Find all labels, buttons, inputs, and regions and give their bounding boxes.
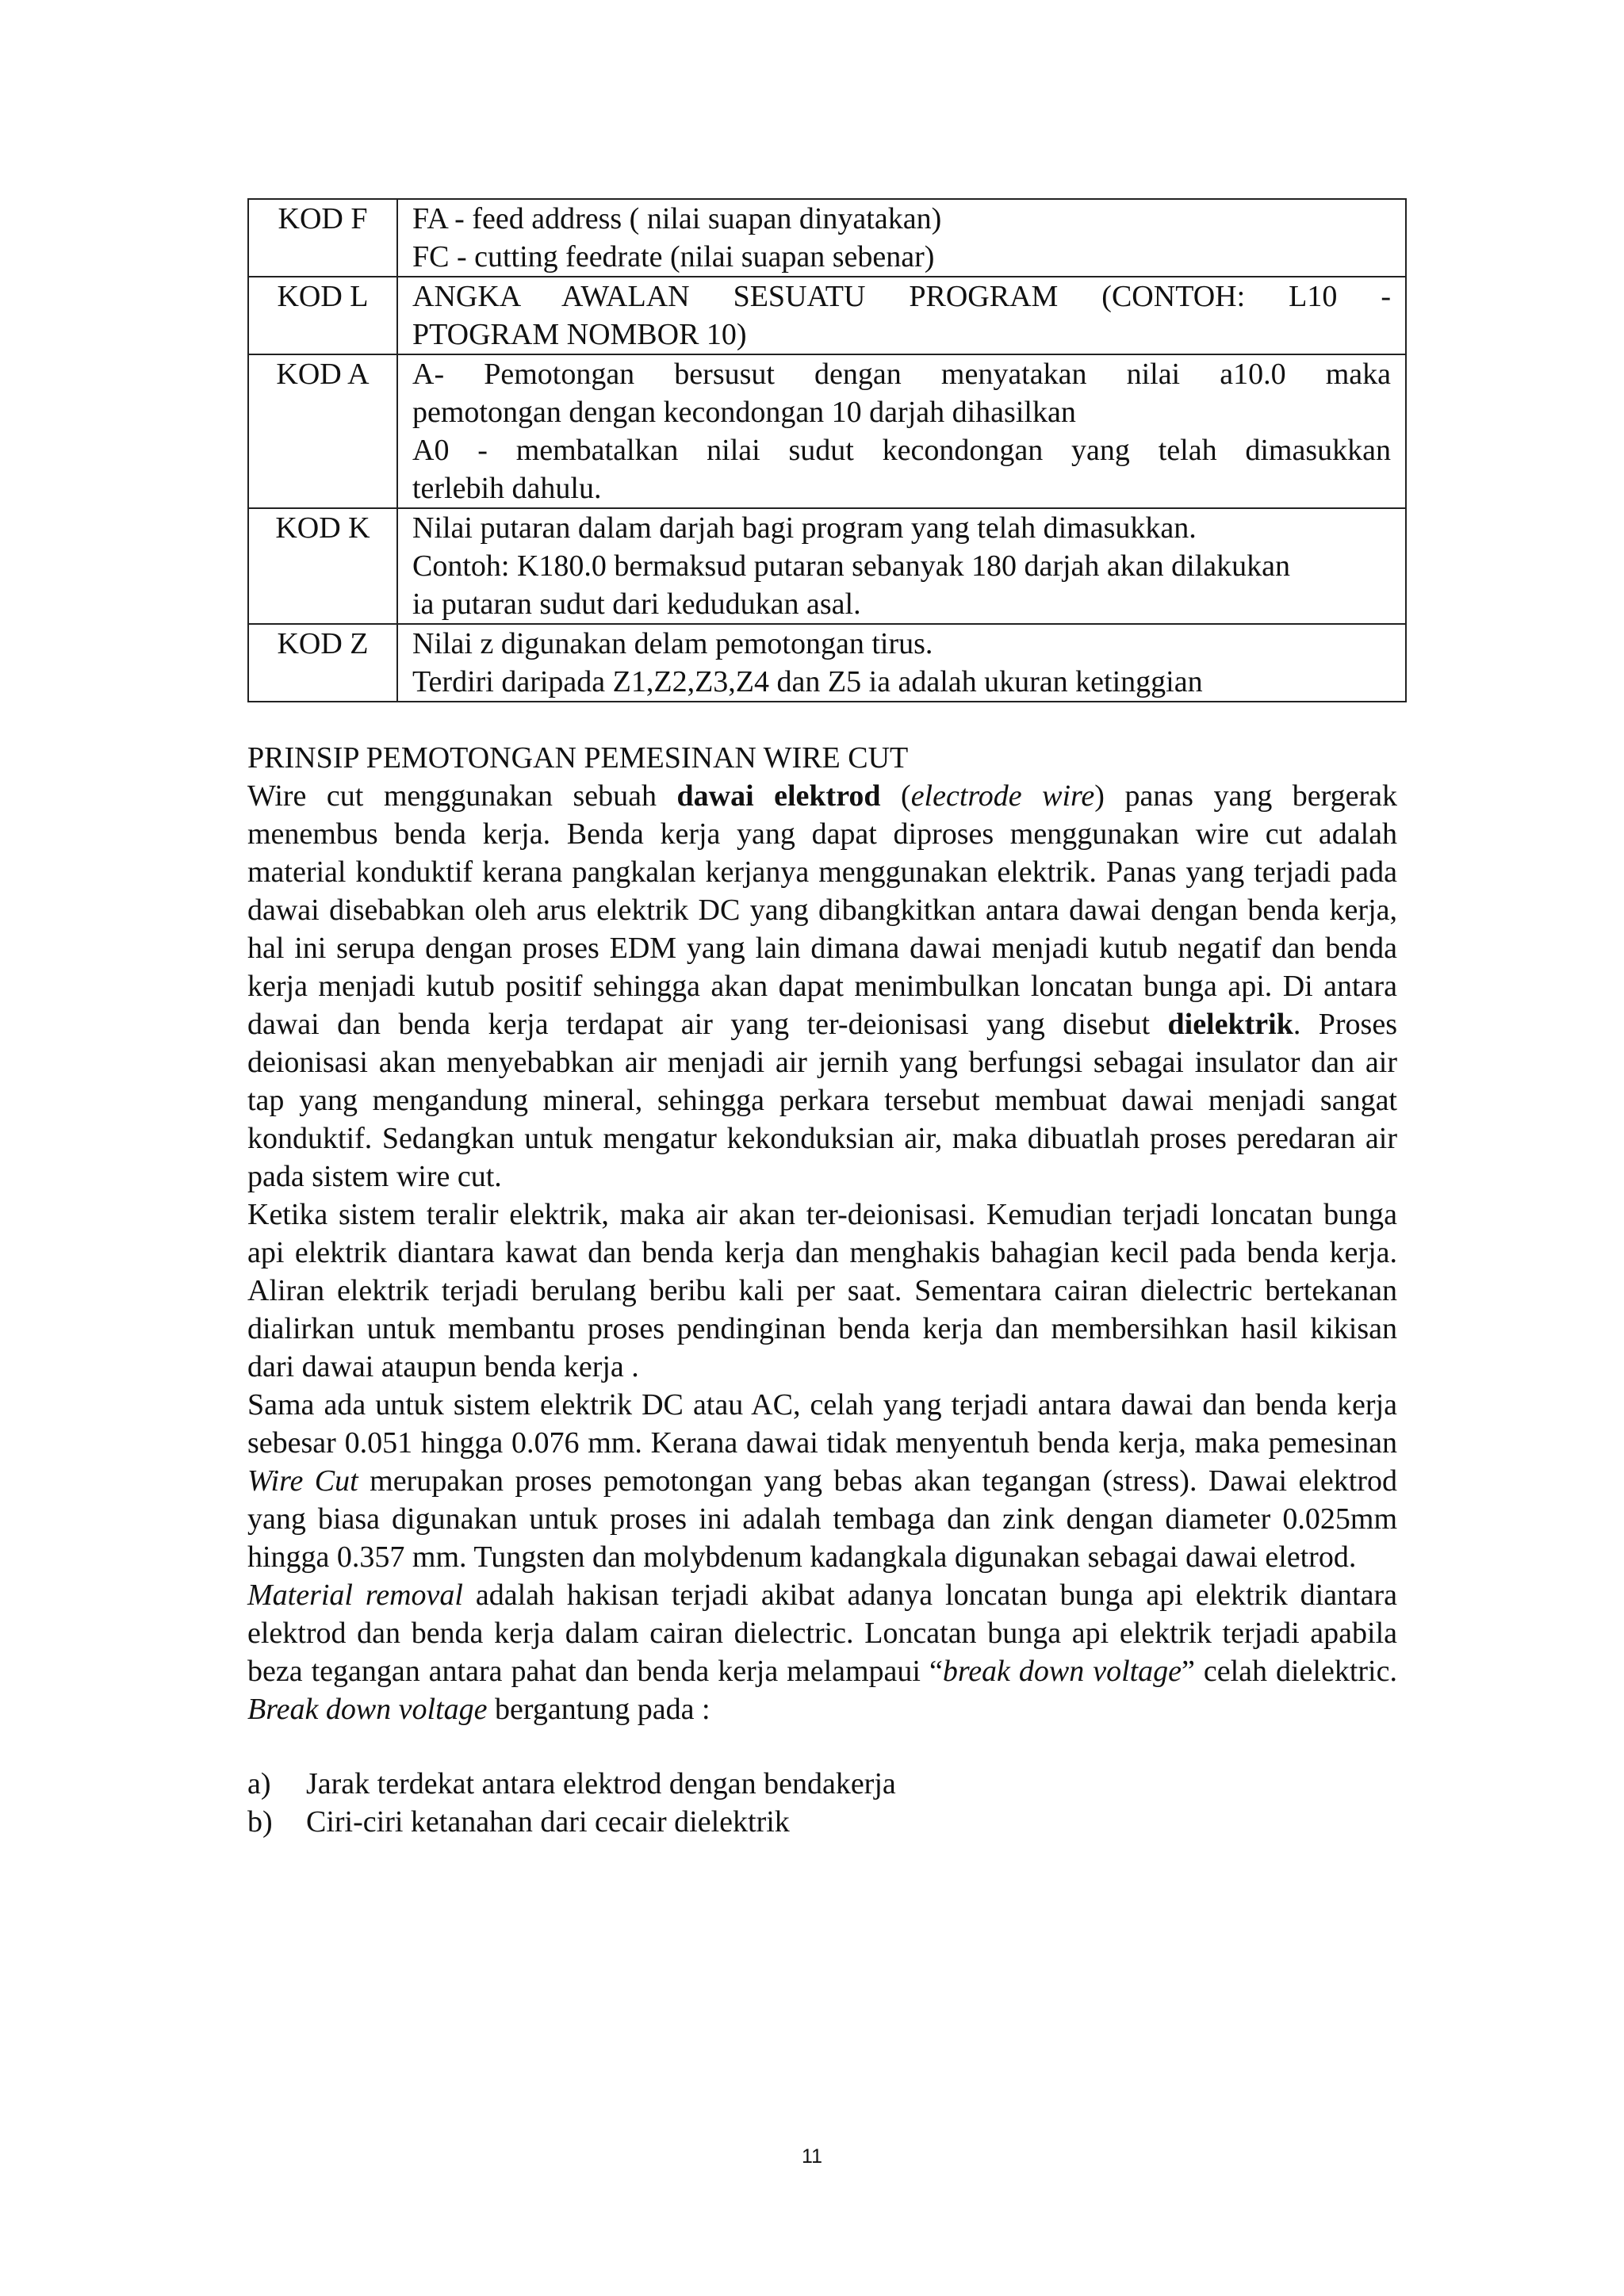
bold-term-dielektrik: dielektrik xyxy=(1167,1008,1293,1041)
description-line: FA - feed address ( nilai suapan dinyatakan) xyxy=(412,202,942,235)
list-item xyxy=(247,1803,1397,1841)
description-line: A- Pemotongan bersusut dengan menyatakan nilai a10.0 maka xyxy=(412,358,1391,391)
italic-term-electrode-wire: electrode wire xyxy=(910,779,1095,813)
list-item-text: Jarak terdekat antara elektrod dengan bendakerja xyxy=(306,1767,896,1800)
text-run: . Proses deionisasi akan menyebabkan air menjadi air jernih yang berfungsi sebagai insulator dan air tap yang mengandung mineral, sehingga perkara tersebut membuat dawai menjadi sangat konduktif. Sedangkan untuk mengatur kekonduksian air, maka dibuatlah proses peredaran air pada sistem wire cut. xyxy=(247,1008,1397,1193)
page-number: 11 xyxy=(802,2145,822,2168)
section-heading: PRINSIP PEMOTONGAN PEMESINAN WIRE CUT xyxy=(247,741,909,775)
description-line: Nilai putaran dalam darjah bagi program yang telah dimasukkan. xyxy=(412,511,1197,545)
code-cell: KOD Z xyxy=(248,624,397,702)
description-line: ia putaran sudut dari kedudukan asal. xyxy=(412,587,861,621)
table-row xyxy=(248,508,1406,624)
code-cell: KOD K xyxy=(248,508,397,624)
italic-term-material-removal: Material removal xyxy=(247,1578,463,1612)
text-run: ( xyxy=(880,779,911,813)
list-item-text: Ciri-ciri ketanahan dari cecair dielektrik xyxy=(306,1805,790,1839)
description-line: PTOGRAM NOMBOR 10) xyxy=(412,318,747,351)
description-cell xyxy=(397,277,1406,354)
bold-term-dawai-elektrod: dawai elektrod xyxy=(676,779,881,813)
description-cell xyxy=(397,354,1406,508)
list-marker: a) xyxy=(247,1767,271,1800)
paragraph-wire-cut-principle xyxy=(247,777,1397,1196)
table-row xyxy=(248,624,1406,702)
factor-list xyxy=(247,1765,1397,1841)
description-line: ANGKA AWALAN SESUATU PROGRAM (CONTOH: L10 - xyxy=(412,280,1391,313)
italic-term-break-down-voltage: break down voltage xyxy=(942,1655,1182,1688)
paragraph-gap-and-wire xyxy=(247,1386,1397,1576)
description-line: Nilai z digunakan delam pemotongan tirus. xyxy=(412,627,933,660)
italic-term-break-down-voltage: Break down voltage xyxy=(247,1693,488,1726)
description-cell xyxy=(397,624,1406,702)
text-run: bergantung pada : xyxy=(487,1693,710,1726)
code-cell: KOD L xyxy=(248,277,397,354)
code-table xyxy=(247,198,1407,702)
text-run: Sama ada untuk sistem elektrik DC atau AC, celah yang terjadi antara dawai dan benda kerja sebesar 0.051 hingga 0.076 mm. Kerana dawai tidak menyentuh benda kerja, maka pemesinan xyxy=(247,1388,1397,1460)
description-cell xyxy=(397,199,1406,277)
code-cell: KOD A xyxy=(248,354,397,508)
code-cell: KOD F xyxy=(248,199,397,277)
list-marker: b) xyxy=(247,1805,273,1839)
description-cell xyxy=(397,508,1406,624)
page-content xyxy=(247,198,1397,1841)
description-line: terlebih dahulu. xyxy=(412,472,602,505)
text-run: Wire cut menggunakan sebuah xyxy=(247,779,677,813)
text-run: ) panas yang bergerak menembus benda kerja. Benda kerja yang dapat diproses menggunakan wire cut adalah material konduktif kerana pangkalan kerjanya menggunakan elektrik. Panas yang terjadi pada dawai disebabkan oleh arus elektrik DC yang dibangkitkan antara dawai dengan benda kerja, hal ini serupa dengan proses EDM yang lain dimana dawai menjadi kutub negatif dan benda kerja menjadi kutub positif sehingga akan dapat menimbulkan loncatan bunga api. Di antara dawai dan benda kerja terdapat air yang ter-deionisasi yang disebut xyxy=(247,779,1398,1041)
text-run: merupakan proses pemotongan yang bebas akan tegangan (stress). Dawai elektrod yang biasa digunakan untuk proses ini adalah tembaga dan zink dengan diameter 0.025mm hingga 0.357 mm. Tungsten dan molybdenum kadangkala digunakan sebagai dawai eletrod. xyxy=(247,1464,1397,1574)
paragraph-material-removal xyxy=(247,1576,1397,1728)
text-run: adalah hakisan terjadi akibat adanya loncatan bunga api elektrik diantara elektrod dan benda kerja dalam cairan dielectric. Loncatan bunga api elektrik terjadi apabila beza tegangan antara pahat dan benda kerja melampaui “ xyxy=(247,1578,1398,1688)
text-run: ” celah dielektric. xyxy=(1182,1655,1397,1688)
description-line: pemotongan dengan kecondongan 10 darjah dihasilkan xyxy=(412,396,1076,429)
table-row xyxy=(248,354,1406,508)
paragraph-deionisation: Ketika sistem teralir elektrik, maka air akan ter-deionisasi. Kemudian terjadi loncatan bunga api elektrik diantara kawat dan benda kerja dan menghakis bahagian kecil pada benda kerja. Aliran elektrik terjadi berulang beribu kali per saat. Sementara cairan dielectric bertekanan dialirkan untuk membantu proses pendinginan benda kerja dan membersihkan hasil kikisan dari dawai ataupun benda kerja . xyxy=(247,1198,1397,1383)
description-line: Terdiri daripada Z1,Z2,Z3,Z4 dan Z5 ia adalah ukuran ketinggian xyxy=(412,665,1203,698)
italic-term-wire-cut: Wire Cut xyxy=(247,1464,358,1498)
list-item xyxy=(247,1765,1397,1803)
table-row xyxy=(248,277,1406,354)
description-line: FC - cutting feedrate (nilai suapan sebenar) xyxy=(412,240,935,274)
description-line: Contoh: K180.0 bermaksud putaran sebanyak 180 darjah akan dilakukan xyxy=(412,549,1290,583)
table-row xyxy=(248,199,1406,277)
description-line: A0 - membatalkan nilai sudut kecondongan yang telah dimasukkan xyxy=(412,434,1391,467)
